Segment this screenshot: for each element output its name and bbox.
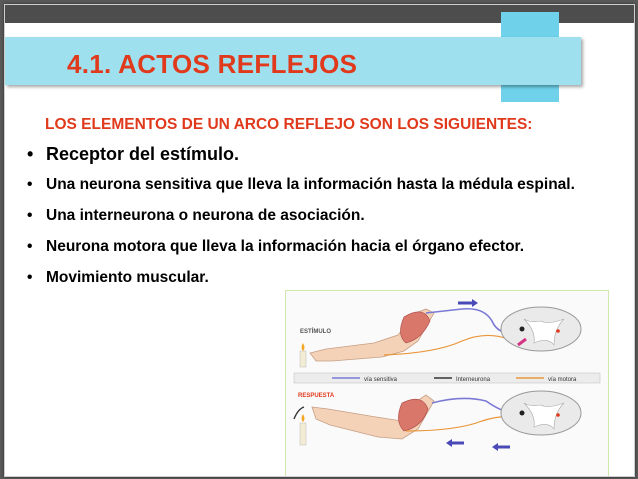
slide [4, 4, 635, 477]
arm-bottom [312, 395, 434, 439]
arrow-bottom-left [446, 439, 464, 447]
legend-inter: Interneurona [456, 377, 491, 383]
bullet-list [25, 143, 615, 299]
slide-subtitle: LOS ELEMENTOS DE UN ARCO REFLEJO SON LOS SIGUIENTES: [45, 116, 533, 133]
bullet-item: • Neurona motora que lleva la información hacia el órgano efector. [25, 237, 615, 256]
candle-icon-bottom [300, 414, 306, 445]
stimulus-label: ESTÍMULO [300, 329, 331, 335]
legend-bar [294, 373, 600, 383]
arrow-top-1 [458, 299, 478, 307]
spinal-cord-bottom [501, 391, 581, 435]
response-label: RESPUESTA [298, 393, 335, 399]
legend-sensory: vía sensitiva [364, 377, 398, 383]
spinal-cord-top [501, 307, 581, 351]
reflex-arc-illustration [286, 291, 608, 476]
bullet-item: • Una interneurona o neurona de asociación. [25, 206, 615, 225]
legend-motor: vía motora [548, 377, 577, 383]
bullet-item: • Receptor del estímulo. [25, 143, 615, 165]
arrow-bottom-right [492, 443, 510, 451]
candle-icon [300, 343, 306, 367]
bullet-item: • Una neurona sensitiva que lleva la información hasta la médula espinal. [25, 175, 615, 194]
bullet-item: • Movimiento muscular. [25, 268, 615, 287]
slide-title: 4.1. ACTOS REFLEJOS [67, 49, 358, 79]
reflex-arc-figure [285, 290, 609, 477]
